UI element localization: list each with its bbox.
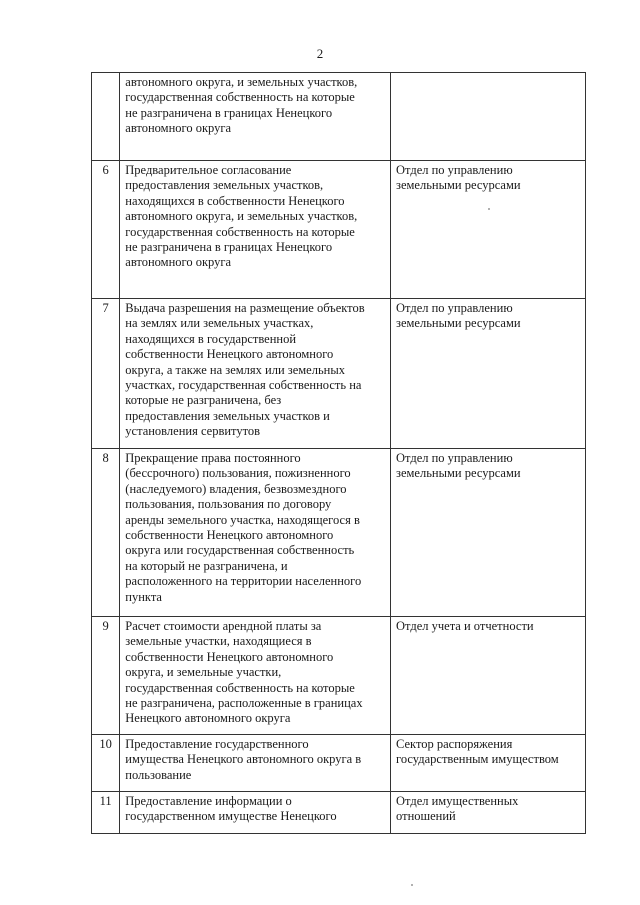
- department-line: Отдел по управлению: [396, 451, 513, 465]
- service-name-line: находящихся в государственной: [125, 331, 297, 346]
- table-row: [92, 299, 586, 449]
- service-name-line: установления сервитутов: [125, 424, 261, 439]
- scan-speck: [411, 884, 413, 886]
- service-name-line: пользования, пользования по договору: [125, 497, 332, 512]
- row-number-cell: 11: [92, 792, 120, 834]
- row-number-cell: [92, 73, 120, 161]
- department-cell: [391, 73, 586, 161]
- service-name-line: не разграничена, расположенные в границах: [125, 696, 363, 711]
- table-row: [92, 617, 586, 735]
- table-row: [92, 792, 586, 834]
- service-name-line: государственном имуществе Ненецкого: [125, 809, 337, 824]
- service-name-line: земельные участки, находящиеся в: [125, 634, 312, 649]
- department-cell: [391, 792, 586, 834]
- service-name-line: округа или государственная собственность: [125, 543, 355, 558]
- department-line: земельными ресурсами: [396, 466, 521, 481]
- service-name-cell: [120, 73, 391, 161]
- department-line: отношений: [396, 809, 456, 824]
- department-line: Отдел имущественных: [396, 794, 519, 808]
- service-name-line: не разграничена в границах Ненецкого: [125, 105, 333, 120]
- service-name-line: предоставления земельных участков,: [125, 178, 324, 193]
- row-number-cell: 8: [92, 449, 120, 617]
- service-name-line: автономного округа, и земельных участков,: [125, 75, 358, 89]
- service-name-line: автономного округа: [125, 121, 232, 136]
- service-name-line: участках, государственная собственность на: [125, 378, 362, 393]
- service-name-line: Предварительное согласование: [125, 163, 292, 177]
- service-name-line: Прекращение права постоянного: [125, 451, 301, 465]
- department-line: государственным имуществом: [396, 752, 559, 767]
- service-name-line: (наследуемого) владения, безвозмездного: [125, 481, 347, 496]
- row-number-cell: 9: [92, 617, 120, 735]
- service-name-line: собственности Ненецкого автономного: [125, 347, 334, 362]
- scan-speck: [488, 208, 490, 210]
- department-line: земельными ресурсами: [396, 178, 521, 193]
- row-number-cell: 6: [92, 161, 120, 299]
- services-table: [91, 72, 586, 834]
- department-cell: [391, 617, 586, 735]
- service-name-line: автономного округа, и земельных участков,: [125, 209, 358, 224]
- service-name-line: расположенного на территории населенного: [125, 574, 362, 589]
- service-name-line: округа, а также на землях или земельных: [125, 362, 346, 377]
- service-name-line: аренды земельного участка, находящегося в: [125, 512, 360, 527]
- service-name-line: пользование: [125, 767, 192, 782]
- table-row: [92, 449, 586, 617]
- department-line: Отдел учета и отчетности: [396, 619, 534, 633]
- service-name-line: которые не разграничена, без: [125, 393, 282, 408]
- service-name-cell: [120, 161, 391, 299]
- service-name-cell: [120, 735, 391, 792]
- service-name-line: округа, и земельные участки,: [125, 665, 282, 680]
- service-name-line: находящихся в собственности Ненецкого: [125, 193, 345, 208]
- department-line: земельными ресурсами: [396, 316, 521, 331]
- service-name-line: Предоставление государственного: [125, 737, 309, 751]
- service-name-line: государственная собственность на которые: [125, 90, 355, 105]
- service-name-line: Выдача разрешения на размещение объектов: [125, 301, 365, 315]
- service-name-line: государственная собственность на которые: [125, 680, 355, 695]
- department-cell: [391, 735, 586, 792]
- department-line: Отдел по управлению: [396, 301, 513, 315]
- service-name-line: государственная собственность на которые: [125, 224, 355, 239]
- service-name-line: автономного округа: [125, 255, 232, 270]
- department-cell: [391, 299, 586, 449]
- page-number: 2: [316, 46, 324, 61]
- department-line: Сектор распоряжения: [396, 737, 513, 751]
- service-name-line: (бессрочного) пользования, пожизненного: [125, 466, 351, 481]
- service-name-line: предоставления земельных участков и: [125, 408, 330, 423]
- service-name-cell: [120, 299, 391, 449]
- department-line: Отдел по управлению: [396, 163, 513, 177]
- service-name-line: собственности Ненецкого автономного: [125, 649, 334, 664]
- service-name-line: имущества Ненецкого автономного округа в: [125, 752, 362, 767]
- service-name-cell: [120, 792, 391, 834]
- service-name-line: собственности Ненецкого автономного: [125, 528, 334, 543]
- service-name-cell: [120, 617, 391, 735]
- row-number-cell: 10: [92, 735, 120, 792]
- service-name-line: на который не разграничена, и: [125, 558, 288, 573]
- department-cell: [391, 161, 586, 299]
- service-name-line: пункта: [125, 589, 162, 604]
- table-row: [92, 161, 586, 299]
- service-name-line: Ненецкого автономного округа: [125, 711, 291, 726]
- department-cell: [391, 449, 586, 617]
- service-name-cell: [120, 449, 391, 617]
- service-name-line: не разграничена в границах Ненецкого: [125, 240, 333, 255]
- table-row: [92, 735, 586, 792]
- table-row: [92, 73, 586, 161]
- service-name-line: Предоставление информации о: [125, 794, 292, 808]
- service-name-line: Расчет стоимости арендной платы за: [125, 619, 322, 633]
- row-number-cell: 7: [92, 299, 120, 449]
- service-name-line: на землях или земельных участках,: [125, 316, 314, 331]
